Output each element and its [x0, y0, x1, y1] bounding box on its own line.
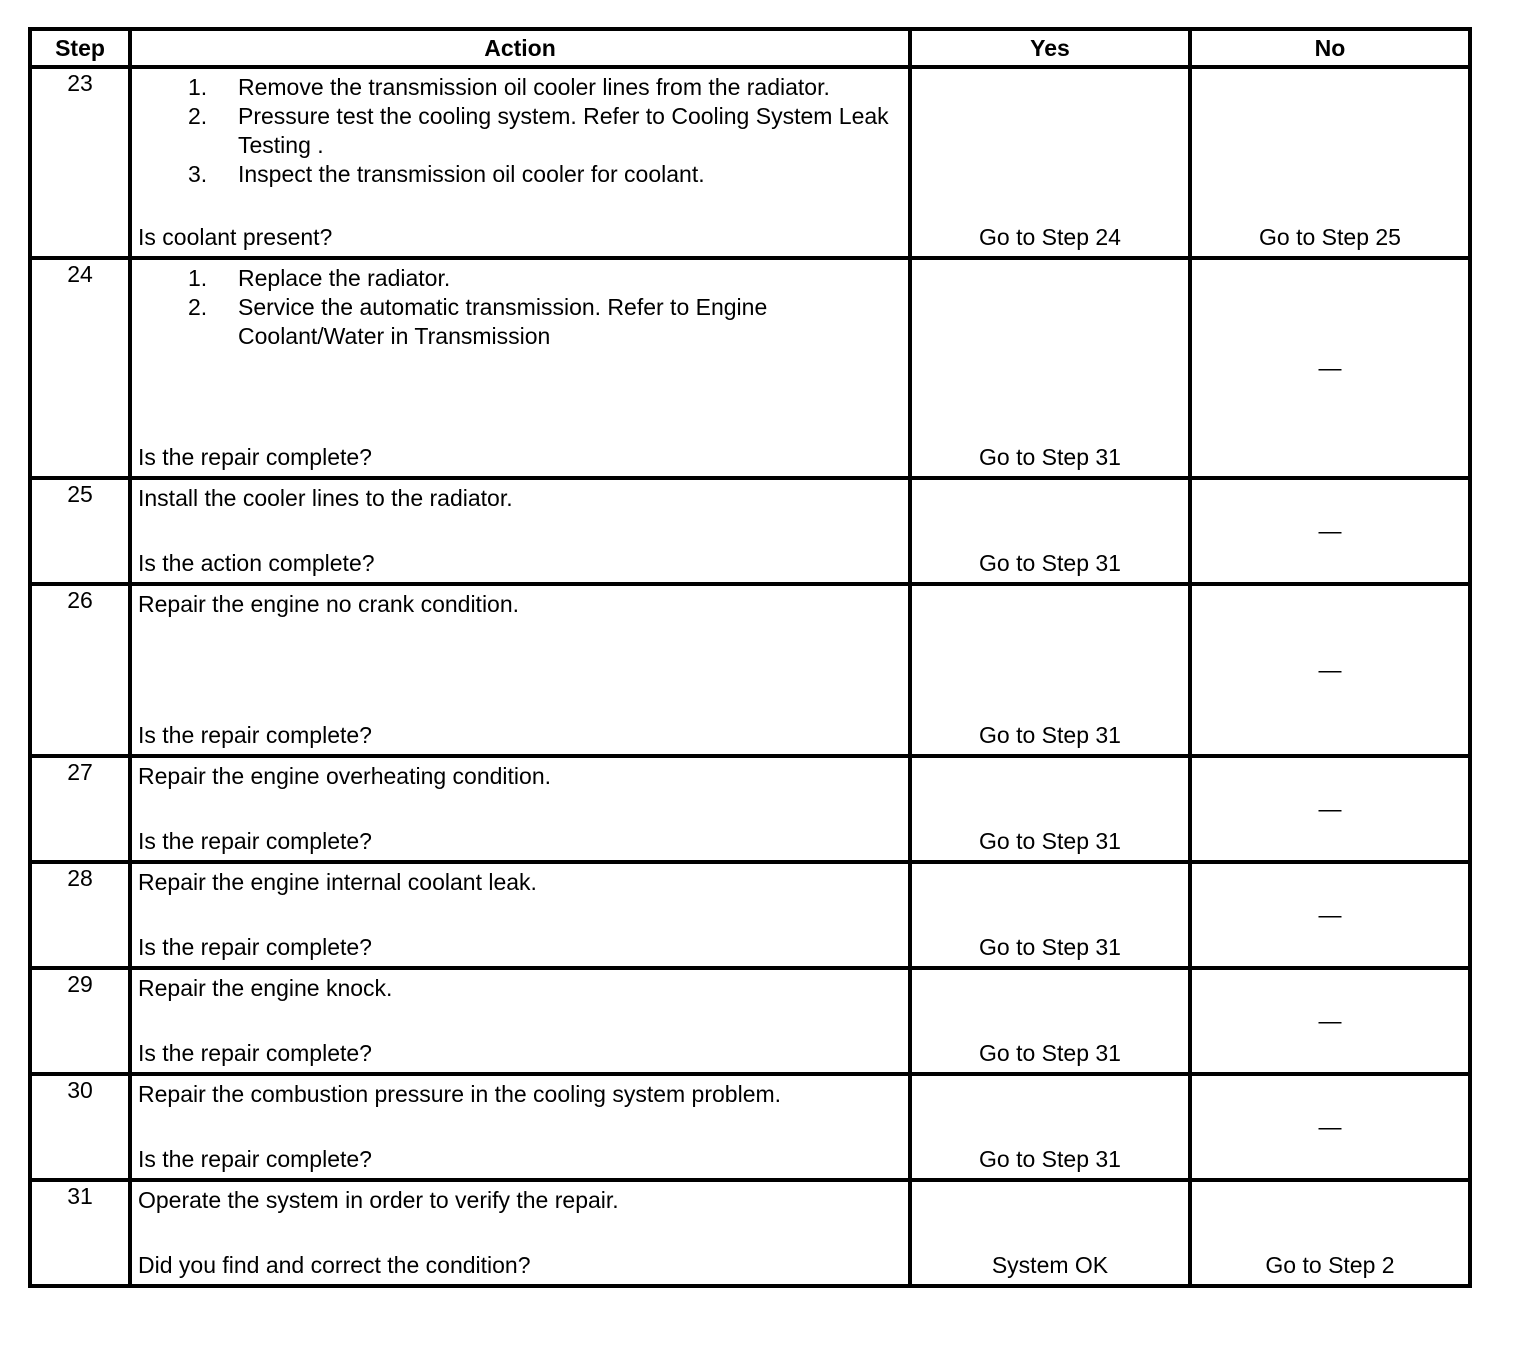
- list-item: 1. Remove the transmission oil cooler lines from the radiator.: [188, 74, 830, 100]
- action-text: Repair the combustion pressure in the cooling system problem.: [138, 1081, 782, 1107]
- action-text: Repair the engine no crank condition.: [138, 591, 520, 617]
- no-cell: [1190, 862, 1470, 968]
- no-cell: [1190, 968, 1470, 1074]
- action-cell: [130, 584, 910, 756]
- action-text: Repair the engine internal coolant leak.: [138, 869, 537, 895]
- table-row: [30, 258, 1470, 478]
- step-number: 30: [30, 1074, 130, 1180]
- yes-target: Go to Step 31: [979, 828, 1121, 854]
- step-number: 28: [30, 862, 130, 968]
- no-target: —: [1318, 795, 1342, 822]
- list-item: 2. Service the automatic transmission. Refer to Engine Coolant/Water in Transmission: [188, 294, 768, 349]
- yes-cell: [910, 67, 1190, 258]
- step-number: 25: [30, 478, 130, 584]
- table-row: [30, 862, 1470, 968]
- yes-cell: [910, 478, 1190, 584]
- yes-target: Go to Step 31: [979, 722, 1121, 748]
- action-cell: [130, 478, 910, 584]
- no-cell: [1190, 756, 1470, 862]
- yes-target: Go to Step 31: [979, 1040, 1121, 1066]
- list-item: 1. Replace the radiator.: [188, 265, 451, 291]
- action-cell: [130, 968, 910, 1074]
- action-question: Is the repair complete?: [138, 1040, 372, 1066]
- yes-target: Go to Step 31: [979, 550, 1121, 576]
- no-cell: [1190, 478, 1470, 584]
- header-step: Step: [30, 29, 130, 67]
- action-question: Is the repair complete?: [138, 934, 372, 960]
- no-target: —: [1318, 517, 1342, 544]
- step-number: 29: [30, 968, 130, 1074]
- action-text: Operate the system in order to verify the repair.: [138, 1187, 619, 1213]
- yes-cell: [910, 258, 1190, 478]
- list-item: 3. Inspect the transmission oil cooler for coolant.: [188, 161, 705, 187]
- header-no: No: [1190, 29, 1470, 67]
- action-question: Is coolant present?: [138, 224, 333, 250]
- table-row: [30, 1180, 1470, 1286]
- action-cell: [130, 756, 910, 862]
- no-cell: [1190, 258, 1470, 478]
- action-question: Is the repair complete?: [138, 722, 372, 748]
- yes-cell: [910, 1074, 1190, 1180]
- yes-target: Go to Step 31: [979, 1146, 1121, 1172]
- action-list: [138, 73, 902, 189]
- action-cell: [130, 1180, 910, 1286]
- action-question: Did you find and correct the condition?: [138, 1252, 531, 1278]
- no-target: —: [1318, 1007, 1342, 1034]
- header-row: [30, 29, 1470, 67]
- action-text: Repair the engine knock.: [138, 975, 393, 1001]
- yes-target: System OK: [991, 1252, 1109, 1278]
- action-question: Is the repair complete?: [138, 444, 372, 470]
- yes-cell: [910, 968, 1190, 1074]
- no-cell: [1190, 1180, 1470, 1286]
- action-text: Install the cooler lines to the radiator.: [138, 485, 513, 511]
- action-cell: [130, 258, 910, 478]
- yes-cell: [910, 584, 1190, 756]
- no-target: —: [1318, 1113, 1342, 1140]
- no-target: Go to Step 25: [1259, 224, 1401, 250]
- action-cell: [130, 862, 910, 968]
- action-cell: [130, 67, 910, 258]
- step-number: 24: [30, 258, 130, 478]
- table-row: [30, 756, 1470, 862]
- no-target: —: [1318, 656, 1342, 683]
- action-text: Repair the engine overheating condition.: [138, 763, 552, 789]
- header-yes: Yes: [910, 29, 1190, 67]
- list-item: 2. Pressure test the cooling system. Refer to Cooling System Leak Testing .: [188, 103, 889, 158]
- no-cell: [1190, 67, 1470, 258]
- no-target: —: [1318, 354, 1342, 381]
- yes-cell: [910, 756, 1190, 862]
- yes-target: Go to Step 31: [979, 444, 1121, 470]
- yes-cell: [910, 1180, 1190, 1286]
- action-cell: [130, 1074, 910, 1180]
- step-number: 26: [30, 584, 130, 756]
- no-target: —: [1318, 901, 1342, 928]
- table-row: [30, 584, 1470, 756]
- diagnostic-table: [28, 27, 1472, 1288]
- header-action: Action: [130, 29, 910, 67]
- yes-target: Go to Step 31: [979, 934, 1121, 960]
- no-cell: [1190, 1074, 1470, 1180]
- no-target: Go to Step 2: [1265, 1252, 1395, 1278]
- table-row: [30, 67, 1470, 258]
- step-number: 31: [30, 1180, 130, 1286]
- action-question: Is the action complete?: [138, 550, 375, 576]
- step-number: 23: [30, 67, 130, 258]
- table-row: [30, 968, 1470, 1074]
- action-question: Is the repair complete?: [138, 1146, 372, 1172]
- action-question: Is the repair complete?: [138, 828, 372, 854]
- action-list: [138, 264, 902, 351]
- yes-cell: [910, 862, 1190, 968]
- table-row: [30, 1074, 1470, 1180]
- table-row: [30, 478, 1470, 584]
- step-number: 27: [30, 756, 130, 862]
- no-cell: [1190, 584, 1470, 756]
- yes-target: Go to Step 24: [979, 224, 1121, 250]
